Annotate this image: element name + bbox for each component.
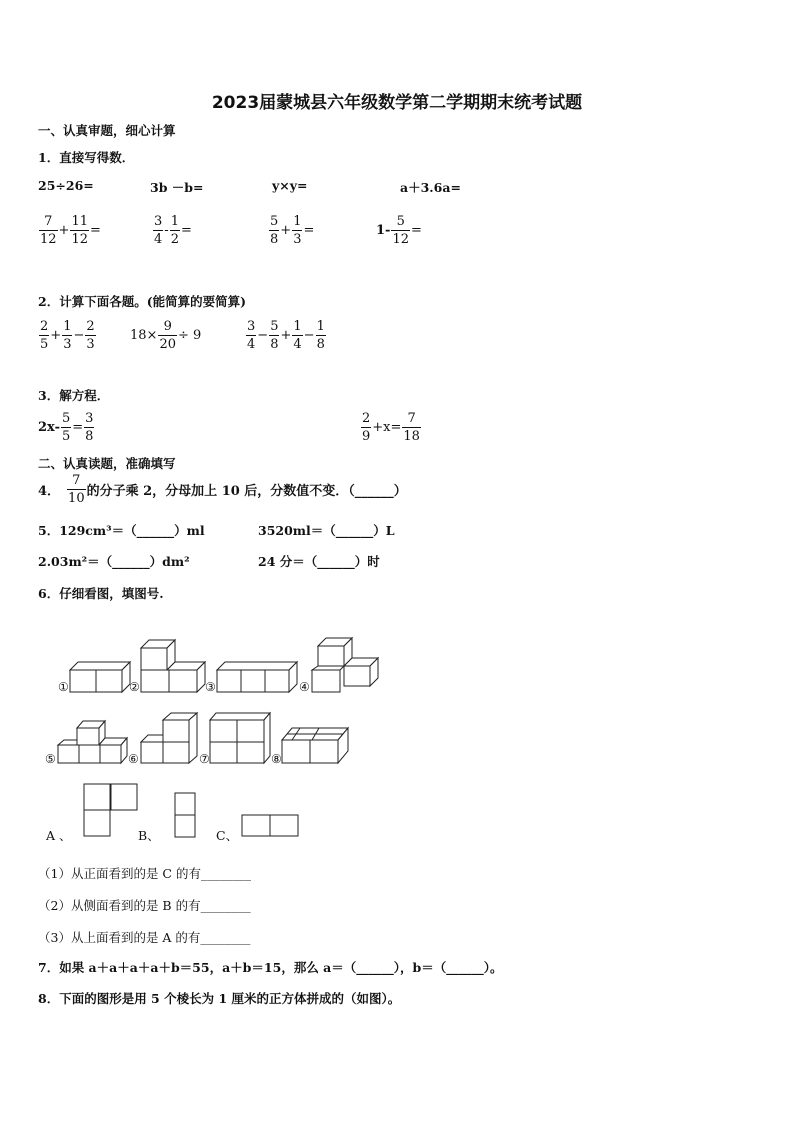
q5-a: 5．129cm³＝（______）ml xyxy=(38,523,205,538)
q1-item-3: y×y= xyxy=(272,178,308,193)
q7: 7．如果 a＋a＋a＋a＋b＝55，a＋b＝15，那么 a＝（______），b＝（______）。 xyxy=(38,960,503,975)
q5-d: 24 分＝（______）时 xyxy=(258,554,380,569)
q1-item-2: 3b －b= xyxy=(150,180,204,195)
q3-equation-1: 2x- $\frac{5}{5}$ = $\frac{3}{8}$ xyxy=(38,411,94,444)
q5-b: 3520ml＝（______）L xyxy=(258,523,395,538)
figure-4 xyxy=(312,638,378,692)
q5-c: 2.03m²＝（______）dm² xyxy=(38,554,190,569)
figure-num-5: ⑤ xyxy=(45,752,56,766)
q6-cube-figures-row-2 xyxy=(0,710,794,780)
section-1-heading: 一、认真审题，细心计算 xyxy=(38,123,176,138)
view-label-b: B、 xyxy=(138,828,160,843)
q6-sub-2: （2）从侧面看到的是 B 的有________ xyxy=(38,898,251,913)
figure-1 xyxy=(70,662,130,692)
figure-num-7: ⑦ xyxy=(199,752,210,766)
q1-label: 1．直接写得数． xyxy=(38,150,135,165)
q1-frac-expr-3: $\frac{5}{8}$ + $\frac{1}{3}$ = xyxy=(270,214,315,247)
q4: 4． $\frac{7}{10}$ 的分子乘 2，分母加上 10 后，分数值不变．（______） xyxy=(38,473,407,506)
q8: 8．下面的图形是用 5 个棱长为 1 厘米的正方体拼成的（如图）。 xyxy=(38,991,401,1006)
figure-num-1: ① xyxy=(58,680,69,694)
q1-item-4: a＋3.6a= xyxy=(400,180,461,195)
view-label-c: C、 xyxy=(216,828,239,843)
figure-6 xyxy=(141,713,197,763)
figure-num-6: ⑥ xyxy=(128,752,139,766)
figure-7 xyxy=(210,713,270,763)
figure-num-3: ③ xyxy=(205,680,216,694)
section-2-heading: 二、认真读题，准确填写 xyxy=(38,456,176,471)
figure-num-8: ⑧ xyxy=(271,752,282,766)
q2-expr-3: $\frac{3}{4}$ − $\frac{5}{8}$ + $\frac{1}{4}$ − $\frac{1}{8}$ xyxy=(247,319,325,352)
figure-8 xyxy=(282,728,348,763)
q3-equation-2: $\frac{2}{9}$ +x= $\frac{7}{18}$ xyxy=(362,411,420,444)
q2-expr-2: 18× $\frac{9}{20}$ ÷ 9 xyxy=(130,319,202,352)
figure-2 xyxy=(141,640,205,692)
q1-frac-expr-2: $\frac{3}{4}$ - $\frac{1}{2}$ = xyxy=(154,214,192,247)
figure-num-2: ② xyxy=(129,680,140,694)
page-title: 2023届蒙城县六年级数学第二学期期末统考试题 xyxy=(211,93,583,113)
view-label-a: A 、 xyxy=(46,828,72,843)
q2-label: 2．计算下面各题。(能简算的要简算) xyxy=(38,294,247,309)
q6-label: 6．仔细看图，填图号. xyxy=(38,586,164,601)
q1-frac-expr-1: $\frac{7}{12}$ + $\frac{11}{12}$ = xyxy=(40,214,101,247)
q6-sub-1: （1）从正面看到的是 C 的有________ xyxy=(38,866,251,881)
q2-expr-1: $\frac{2}{5}$ + $\frac{1}{3}$ − $\frac{2}{3}$ xyxy=(40,319,95,352)
q3-label: 3．解方程． xyxy=(38,388,110,403)
figure-num-4: ④ xyxy=(299,680,310,694)
q6-sub-3: （3）从上面看到的是 A 的有________ xyxy=(38,930,251,945)
figure-3 xyxy=(217,662,297,692)
q1-item-1: 25÷26= xyxy=(38,178,94,193)
q1-frac-expr-4: 1- $\frac{5}{12}$ = xyxy=(376,214,422,247)
figure-5 xyxy=(58,721,127,763)
